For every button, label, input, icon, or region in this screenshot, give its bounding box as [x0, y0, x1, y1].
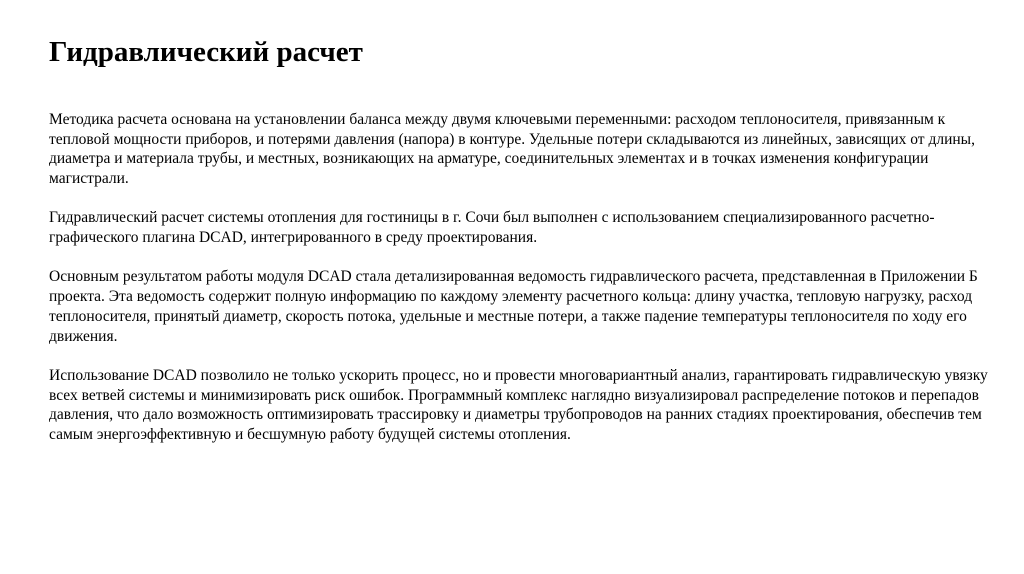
paragraph-benefits: Использование DCAD позволило не только ускорить процесс, но и провести многовариантный анализ, гарантировать гидравлическую увязку всех ветвей системы и минимизировать риск ошибок. Программный комплекс наглядно визуализировал распределение потоков и перепадов давления, что дало возможность оптимизировать трассировку и диаметры трубопроводов на ранних стадиях проектирования, обеспечив тем самым энергоэффективную и бесшумную работу будущей системы отопления. — [49, 366, 988, 443]
slide-body — [49, 110, 989, 445]
slide-title: Гидравлический расчет — [49, 36, 363, 68]
paragraph-dcad-usage: Гидравлический расчет системы отопления для гостиницы в г. Сочи был выполнен с использованием специализированного расчетно-графического плагина DCAD, интегрированного в среду проектирования. — [49, 209, 935, 247]
paragraph-methodology: Методика расчета основана на установлении баланса между двумя ключевыми переменными: расходом теплоносителя, привязанным к тепловой мощности приборов, и потерями давления (напора) в контуре. Удельные потери складываются из линейных, зависящих от длины, диаметра и материала трубы, и местных, возникающих на арматуре, соединительных элементах и в точках изменения конфигурации магистрали. — [49, 111, 975, 188]
paragraph-results: Основным результатом работы модуля DCAD стала детализированная ведомость гидравлического расчета, представленная в Приложении Б проекта. Эта ведомость содержит полную информацию по каждому элементу расчетного кольца: длину участка, тепловую нагрузку, расход теплоносителя, принятый диаметр, скорость потока, удельные и местные потери, а также падение температуры теплоносителя по ходу его движения. — [49, 268, 978, 345]
